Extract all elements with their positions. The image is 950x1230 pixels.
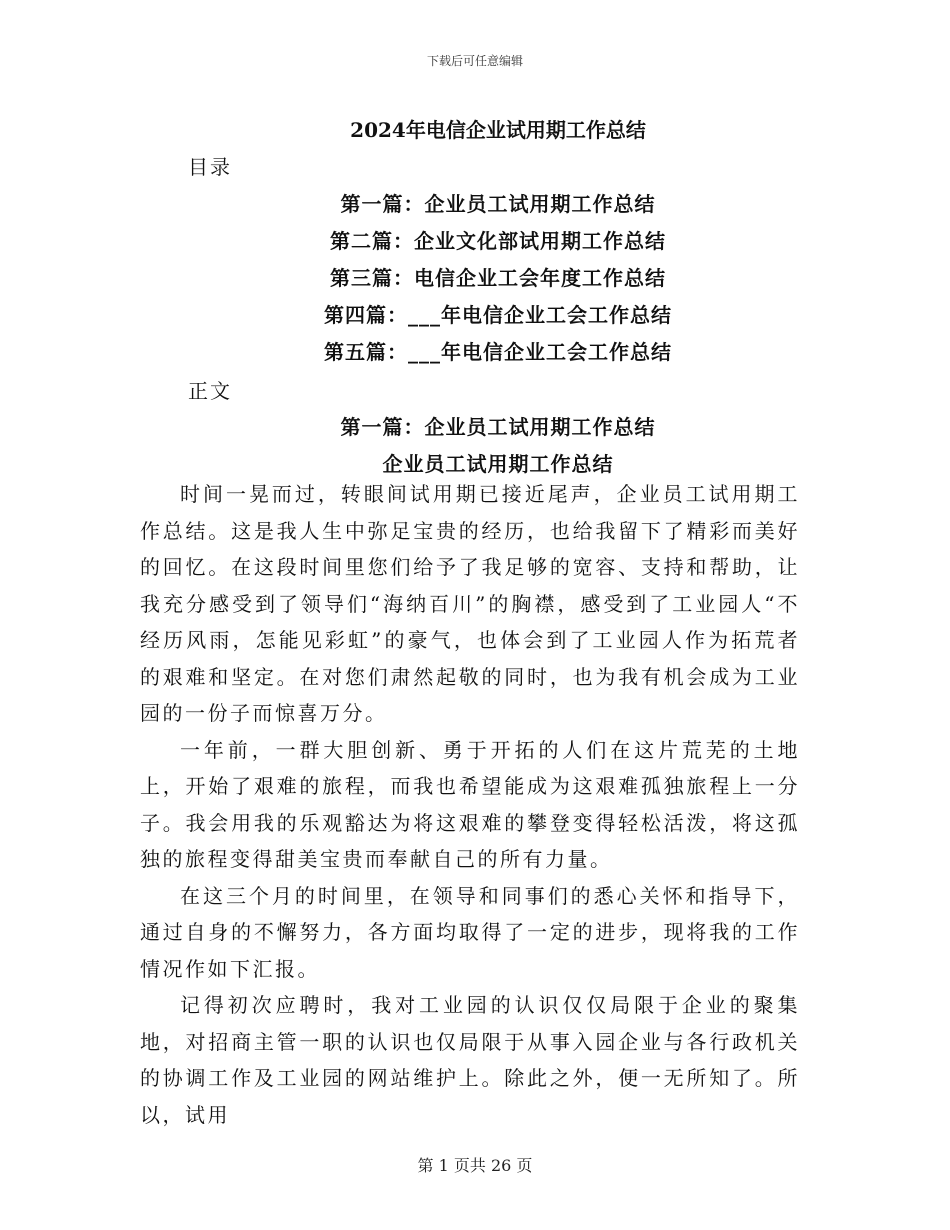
toc-item: 第三篇：电信企业工会年度工作总结 [330,266,666,290]
toc-item: 第二篇：企业文化部试用期工作总结 [330,229,666,253]
chapter-heading: 第一篇：企业员工试用期工作总结 [340,415,656,439]
page-indicator: 第 1 页共 26 页 [417,1156,533,1175]
paragraph: 时间一晃而过，转眼间试用期已接近尾声，企业员工试用期工作总结。这是我人生中弥足宝贵的经历，也给我留下了精彩而美好的回忆。在这段时间里您们给予了我足够的宽容、支持和帮助，让我充分感受到了领导们“海纳百川”的胸襟，感受到了工业园人“不经历风雨，怎能见彩虹”的豪气，也体会到了工业园人作为拓荒者的艰难和坚定。在对您们肃然起敬的同时，也为我有机会成为工业园的一份子而惊喜万分。 [140,482,800,725]
document-title: 2024年电信企业试用期工作总结 [350,118,646,142]
chapter-subtitle: 企业员工试用期工作总结 [382,452,614,476]
body-text [140,476,800,1133]
paragraph: 在这三个月的时间里，在领导和同事们的悉心关怀和指导下，通过自身的不懈努力，各方面均取得了一定的进步，现将我的工作情况作如下汇报。 [140,883,800,981]
paragraph: 记得初次应聘时，我对工业园的认识仅仅局限于企业的聚集地，对招商主管一职的认识也仅局限于从事入园企业与各行政机关的协调工作及工业园的网站维护上。除此之外，便一无所知了。所以，试用 [140,993,800,1127]
toc-label: 目录 [188,155,232,179]
paragraph: 一年前，一群大胆创新、勇于开拓的人们在这片荒芜的土地上，开始了艰难的旅程，而我也希望能成为这艰难孤独旅程上一分子。我会用我的乐观豁达为将这艰难的攀登变得轻松活泼，将这孤独的旅程变得甜美宝贵而奉献自己的所有力量。 [140,737,800,871]
toc-item: 第四篇：___年电信企业工会工作总结 [324,303,672,327]
body-label: 正文 [188,379,232,403]
toc-item: 第五篇：___年电信企业工会工作总结 [324,340,672,364]
header-note: 下载后可任意编辑 [426,54,523,68]
toc-item: 第一篇：企业员工试用期工作总结 [340,192,656,216]
